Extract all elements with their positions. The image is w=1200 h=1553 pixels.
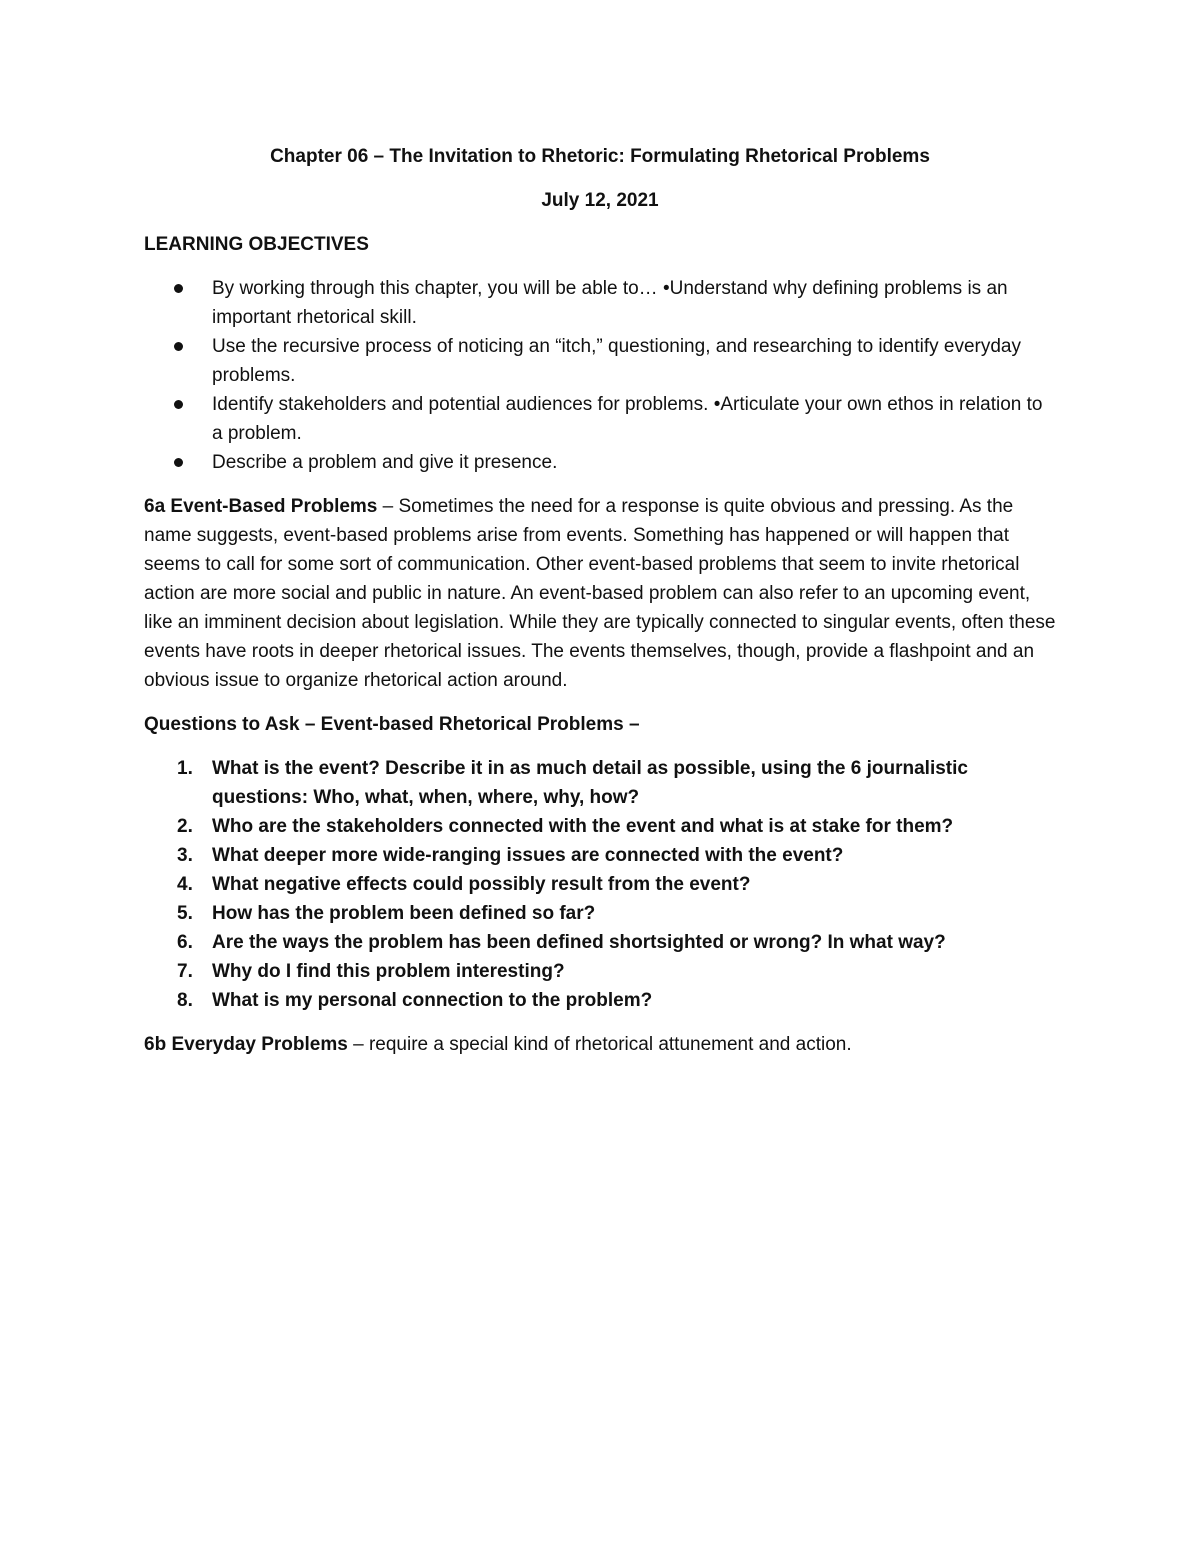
question-number: 5.: [177, 903, 193, 924]
objective-text: Identify stakeholders and potential audiences for problems. •Articulate your own ethos in relation to a problem.: [212, 394, 1043, 444]
question-item: [144, 812, 1056, 841]
objective-item: [144, 448, 1056, 477]
question-number: 4.: [177, 874, 193, 895]
section-6a-heading: 6a Event-Based Problems: [144, 496, 378, 517]
question-item: [144, 754, 1056, 812]
question-item: [144, 957, 1056, 986]
question-text: What is my personal connection to the problem?: [212, 990, 653, 1011]
question-text: How has the problem been defined so far?: [212, 903, 596, 924]
document-date: July 12, 2021: [541, 190, 659, 211]
question-item: [144, 870, 1056, 899]
document-title: Chapter 06 – The Invitation to Rhetoric: Formulating Rhetorical Problems: [270, 146, 930, 167]
document-body: [144, 230, 1056, 1074]
question-number: 2.: [177, 816, 193, 837]
section-6b-paragraph: [144, 1030, 1056, 1059]
section-6b-text: – require a special kind of rhetorical attunement and action.: [347, 1034, 852, 1055]
question-text: What negative effects could possibly result from the event?: [212, 874, 751, 895]
bullet-icon: [174, 284, 183, 293]
question-text: Why do I find this problem interesting?: [212, 961, 565, 982]
question-text: What is the event? Describe it in as much detail as possible, using the 6 journalistic questions: Who, what, when, where, why, how?: [212, 758, 968, 808]
objective-text: By working through this chapter, you will be able to… •Understand why defining problems is an important rhetorical skill.: [212, 278, 1008, 328]
bullet-icon: [174, 458, 183, 467]
section-6a-paragraph: [144, 492, 1056, 695]
objectives-heading: LEARNING OBJECTIVES: [144, 234, 369, 255]
question-number: 6.: [177, 932, 193, 953]
question-number: 7.: [177, 961, 193, 982]
bullet-icon: [174, 342, 183, 351]
section-6b-heading: 6b Everyday Problems: [144, 1034, 348, 1055]
questions-list: [144, 754, 1056, 1015]
question-text: Who are the stakeholders connected with the event and what is at stake for them?: [212, 816, 954, 837]
question-item: [144, 986, 1056, 1015]
question-text: What deeper more wide-ranging issues are connected with the event?: [212, 845, 844, 866]
questions-heading: Questions to Ask – Event-based Rhetorical Problems –: [144, 714, 640, 735]
question-item: [144, 928, 1056, 957]
bullet-icon: [174, 400, 183, 409]
question-number: 1.: [177, 758, 193, 779]
objective-item: [144, 274, 1056, 332]
section-6a-text: – Sometimes the need for a response is quite obvious and pressing. As the name suggests, event-based problems arise from events. Something has happened or will happen that seems to call for some sort of communication. Other event-based problems that seem to invite rhetorical action are more social and public in nature. An event-based problem can also refer to an upcoming event, like an imminent decision about legislation. While they are typically connected to singular events, often these events have roots in deeper rhetorical issues. The events themselves, though, provide a flashpoint and an obvious issue to organize rhetorical action around.: [144, 496, 1056, 691]
question-item: [144, 899, 1056, 928]
objectives-list: [144, 274, 1056, 477]
objective-item: [144, 332, 1056, 390]
question-text: Are the ways the problem has been defined shortsighted or wrong? In what way?: [212, 932, 946, 953]
objective-text: Use the recursive process of noticing an “itch,” questioning, and researching to identify everyday problems.: [212, 336, 1021, 386]
question-number: 8.: [177, 990, 193, 1011]
objective-text: Describe a problem and give it presence.: [212, 452, 558, 473]
objective-item: [144, 390, 1056, 448]
question-item: [144, 841, 1056, 870]
question-number: 3.: [177, 845, 193, 866]
